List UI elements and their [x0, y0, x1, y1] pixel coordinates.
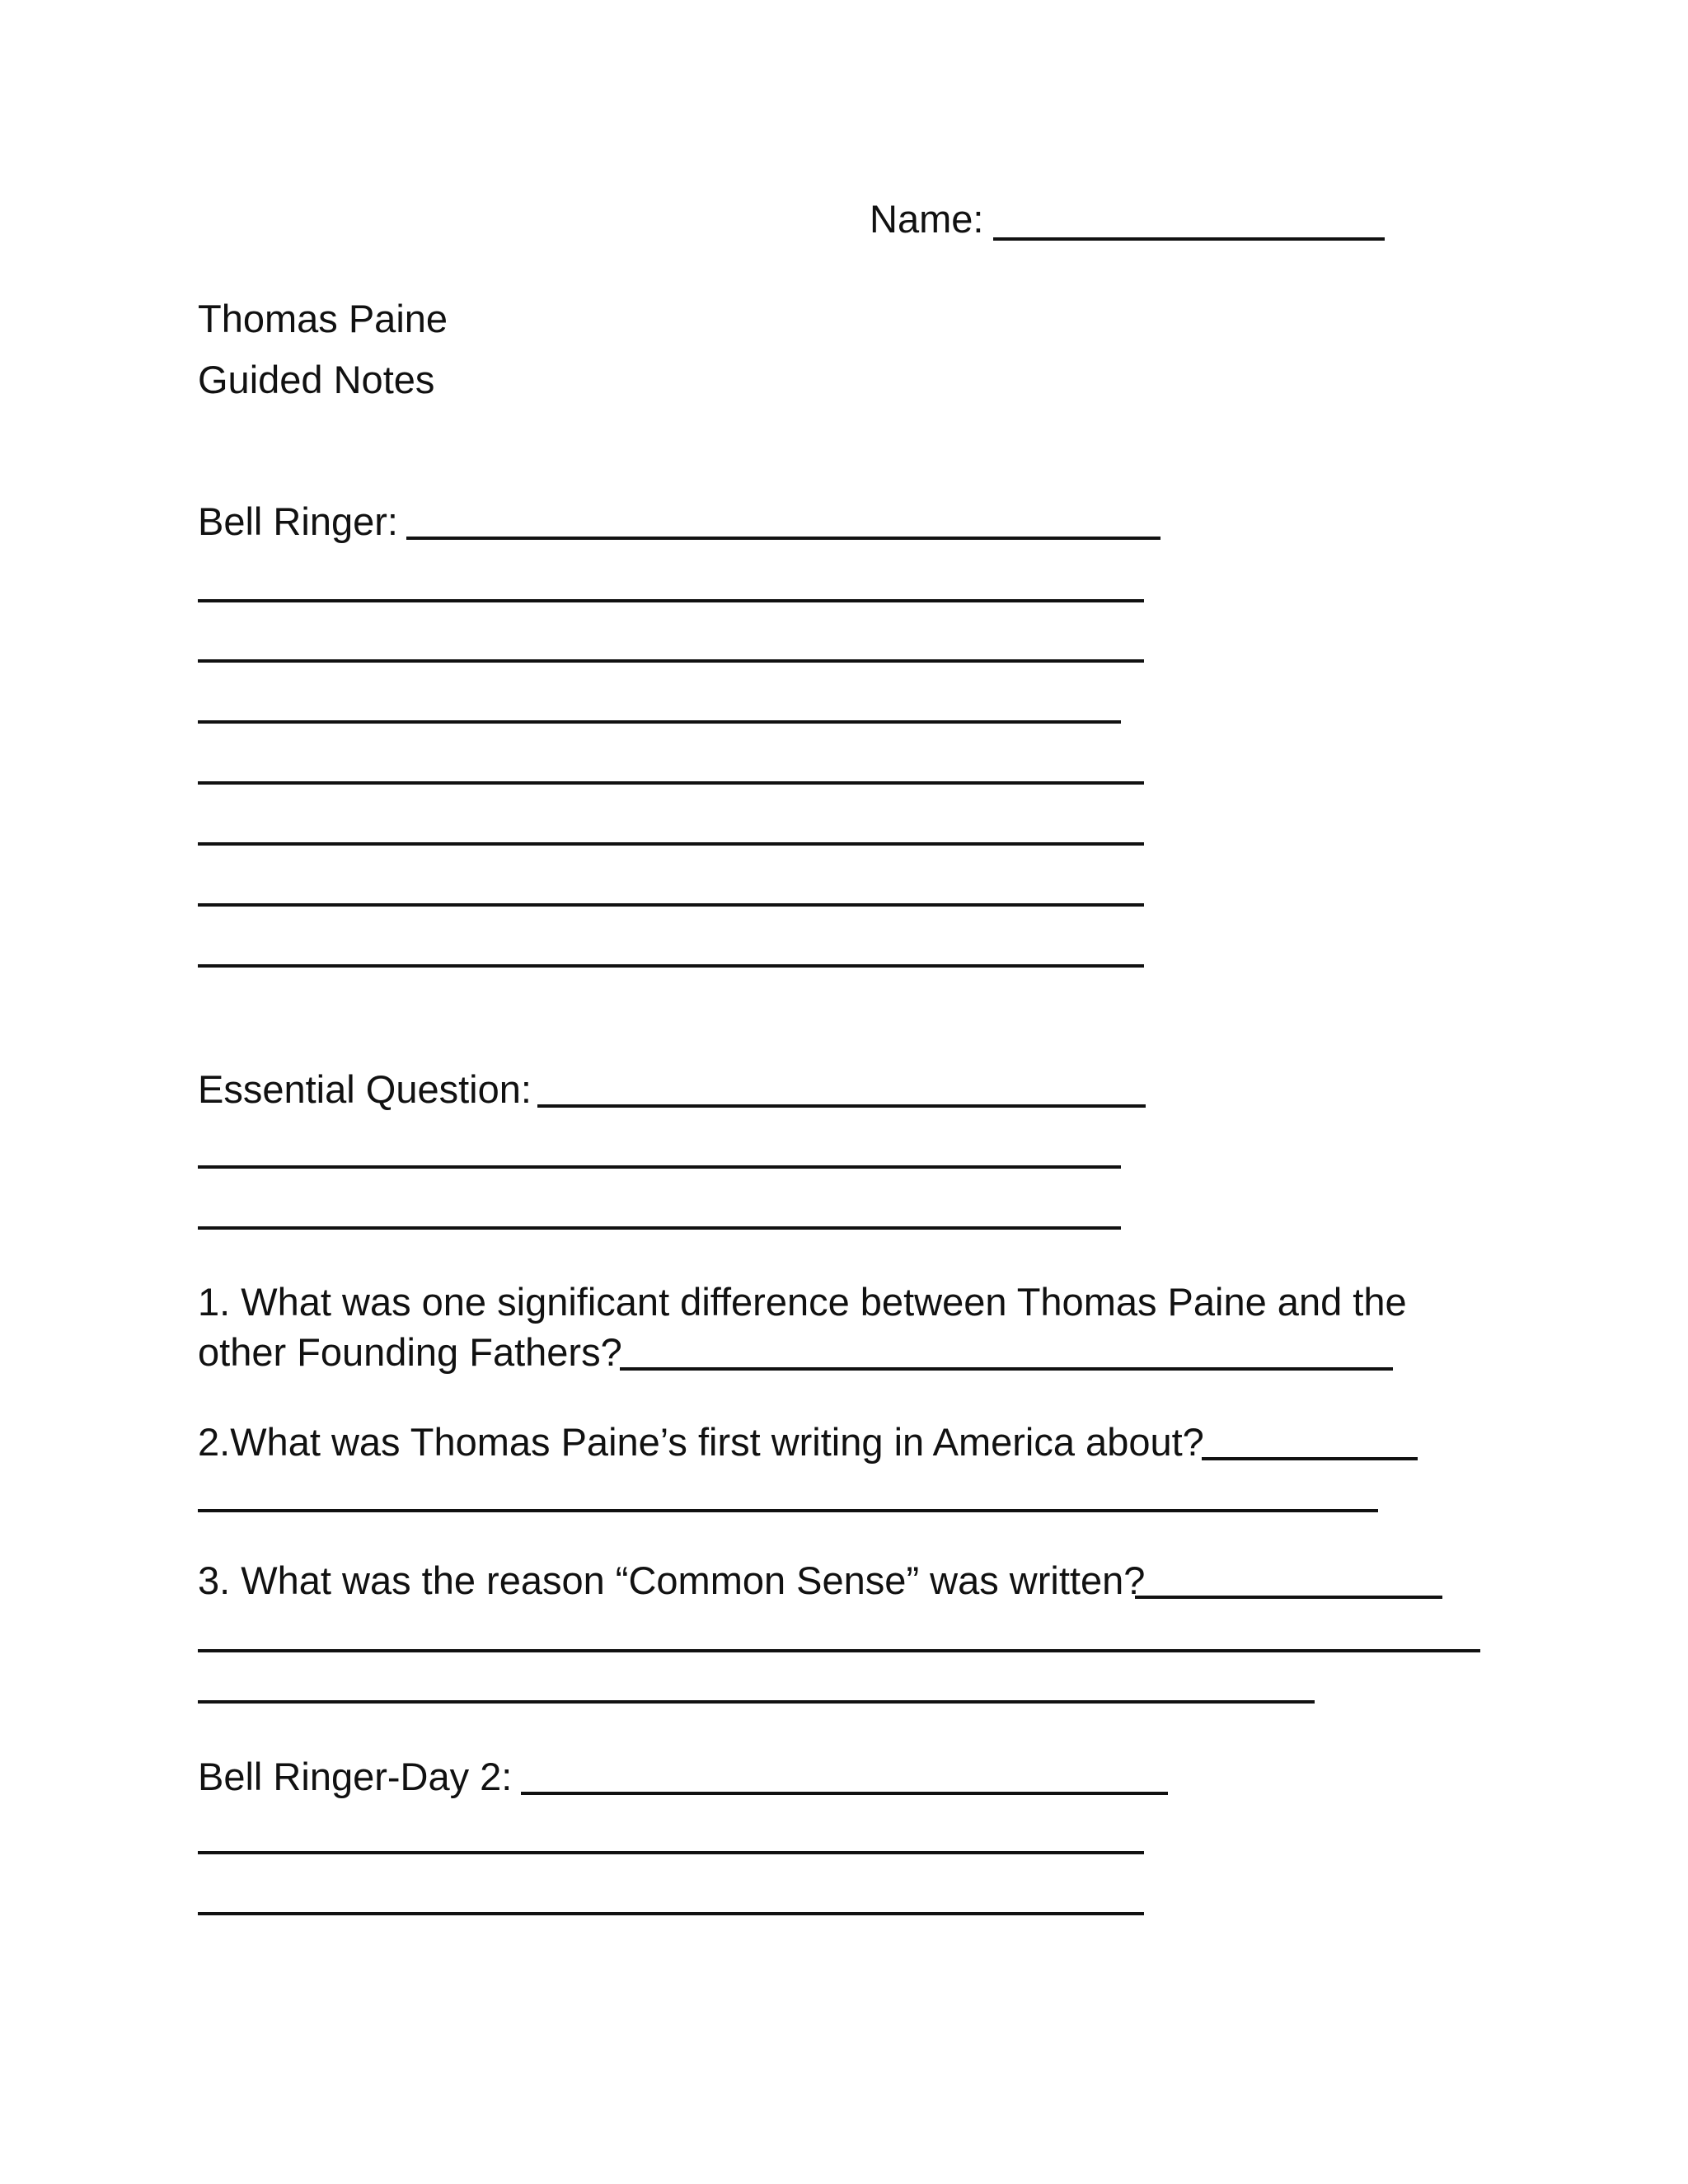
question-2-blank[interactable] [1202, 1457, 1418, 1460]
name-blank[interactable] [993, 237, 1385, 241]
bell-ringer-line[interactable] [198, 964, 1144, 968]
question-2-line[interactable] [198, 1509, 1378, 1512]
bell-ringer-blank[interactable] [406, 537, 1160, 540]
question-2-text: 2.What was Thomas Paine’s first writing in America about? [198, 1420, 1204, 1464]
bell-ringer-line[interactable] [198, 599, 1144, 602]
essential-question-line[interactable] [198, 1165, 1121, 1169]
bell-ringer-line[interactable] [198, 659, 1144, 663]
question-3-blank[interactable] [1135, 1596, 1442, 1599]
question-1-text-cont: other Founding Fathers? [198, 1330, 622, 1374]
essential-question-blank[interactable] [537, 1104, 1146, 1108]
essential-question-line[interactable] [198, 1226, 1121, 1230]
title-line-1: Thomas Paine [198, 297, 448, 340]
question-3-line[interactable] [198, 1700, 1315, 1704]
essential-question-label: Essential Question: [198, 1067, 532, 1111]
bell-ringer-line[interactable] [198, 842, 1144, 846]
bell-ringer-line[interactable] [198, 781, 1144, 785]
question-3-text: 3. What was the reason “Common Sense” was written? [198, 1558, 1146, 1602]
bell-ringer-line[interactable] [198, 720, 1121, 724]
name-label: Name: [870, 197, 984, 241]
bell-ringer-label: Bell Ringer: [198, 499, 398, 543]
bell-ringer-day2-label: Bell Ringer-Day 2: [198, 1755, 513, 1798]
bell-ringer-day2-line[interactable] [198, 1851, 1144, 1854]
question-1-blank[interactable] [620, 1367, 1393, 1371]
question-1-text: 1. What was one significant difference between Thomas Paine and the [198, 1280, 1407, 1324]
question-3-line[interactable] [198, 1649, 1480, 1652]
bell-ringer-line[interactable] [198, 903, 1144, 907]
bell-ringer-day2-line[interactable] [198, 1912, 1144, 1915]
title-line-2: Guided Notes [198, 358, 435, 401]
bell-ringer-day2-blank[interactable] [521, 1792, 1168, 1795]
